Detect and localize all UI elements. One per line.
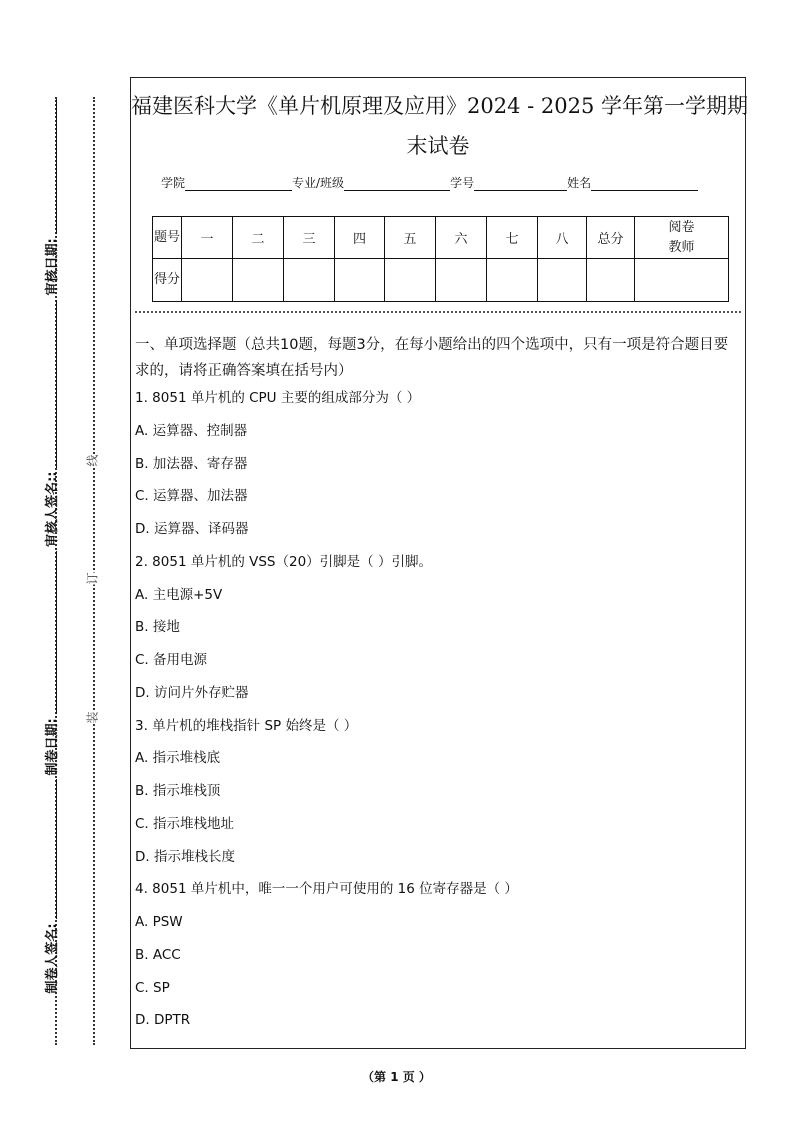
answer-option: C. 运算器、加法器: [135, 488, 248, 505]
row-label-question: 题号: [153, 217, 182, 259]
page-number: （第 1 页 ）: [362, 1070, 431, 1084]
name-label: 姓名: [567, 176, 592, 190]
exam-title-line2: 末试卷: [406, 134, 470, 158]
score-cell[interactable]: [284, 259, 335, 302]
answer-option: A. 运算器、控制器: [135, 422, 248, 439]
major-class-field[interactable]: [344, 178, 450, 191]
reviewer-signature-label: 审核人签名::: [44, 471, 60, 547]
question-list: [135, 382, 741, 1037]
student-info-fields: [161, 174, 698, 191]
binding-mark-ding: 订: [82, 572, 103, 584]
score-cell[interactable]: [385, 259, 436, 302]
col-header: 四: [335, 217, 385, 259]
exam-page-frame: [130, 77, 749, 1049]
maker-date-label: 制卷日期:: [44, 718, 60, 776]
col-header: 一: [182, 217, 233, 259]
binding-mark-zhuang: 装: [82, 711, 103, 723]
score-cell[interactable]: [335, 259, 385, 302]
col-header: 总分: [587, 217, 635, 259]
question-stem: 4. 8051 单片机中，唯一一个用户可使用的 16 位寄存器是（ ）: [135, 881, 518, 898]
answer-option: D. 访问片外存贮器: [135, 684, 249, 701]
col-header: 三: [284, 217, 335, 259]
answer-option: C. 指示堆栈地址: [135, 815, 235, 832]
review-date-field[interactable]: [44, 99, 57, 234]
answer-option: D. 指示堆栈长度: [135, 848, 235, 865]
maker-signature-label: 制卷人签名:: [44, 923, 60, 994]
answer-option: C. SP: [135, 979, 170, 996]
answer-option: C. 备用电源: [135, 652, 208, 668]
cut-line-inner: [93, 97, 95, 1045]
exam-title-line1: 福建医科大学《单片机原理及应用》2024 - 2025 学年第一学期期: [131, 94, 749, 118]
col-header-grader: 阅卷教师: [635, 217, 729, 259]
answer-option: B. ACC: [135, 946, 181, 963]
score-table: [152, 216, 729, 302]
review-date-label: 审核日期:: [44, 238, 60, 296]
dotted-divider: [135, 311, 741, 313]
question-number-row: [153, 217, 729, 259]
college-field[interactable]: [185, 178, 292, 191]
binding-mark-xian: 线: [82, 454, 103, 466]
answer-option: A. PSW: [135, 914, 183, 930]
reviewer-signature-field[interactable]: [44, 300, 57, 468]
answer-option: B. 接地: [135, 619, 180, 636]
maker-signature-field[interactable]: [44, 779, 57, 919]
answer-option: D. DPTR: [135, 1012, 191, 1029]
maker-date-field[interactable]: [44, 551, 57, 714]
question-stem: 1. 8051 单片机的 CPU 主要的组成部分为（ ）: [135, 390, 421, 406]
score-cell[interactable]: [587, 259, 635, 302]
col-header: 六: [436, 217, 487, 259]
name-field[interactable]: [591, 178, 698, 191]
col-header: 八: [538, 217, 587, 259]
col-header: 五: [385, 217, 436, 259]
score-row: [153, 259, 729, 302]
score-cell[interactable]: [487, 259, 538, 302]
score-cell[interactable]: [635, 259, 729, 302]
question-stem: 2. 8051 单片机的 VSS（20）引脚是（ ）引脚。: [135, 553, 432, 570]
answer-option: B. 指示堆栈顶: [135, 783, 221, 799]
answer-option: A. 主电源+5V: [135, 586, 223, 603]
col-header: 二: [233, 217, 284, 259]
score-cell[interactable]: [233, 259, 284, 302]
margin-signature-strip: [40, 95, 60, 1045]
score-cell[interactable]: [538, 259, 587, 302]
student-id-label: 学号: [450, 176, 475, 190]
college-label: 学院: [161, 176, 186, 190]
answer-option: B. 加法器、寄存器: [135, 455, 248, 472]
score-cell[interactable]: [182, 259, 233, 302]
section-heading: 一、单项选择题（总共10题，每题3分，在每小题给出的四个选项中，只有一项是符合题目要求的，请将正确答案填在括号内）: [135, 337, 729, 379]
student-id-field[interactable]: [474, 178, 567, 191]
score-cell[interactable]: [436, 259, 487, 302]
answer-option: A. 指示堆栈底: [135, 750, 221, 767]
col-header: 七: [487, 217, 538, 259]
row-label-score: 得分: [153, 259, 182, 302]
question-stem: 3. 单片机的堆栈指针 SP 始终是（ ）: [135, 717, 358, 734]
major-class-label: 专业/班级: [292, 176, 345, 190]
answer-option: D. 运算器、译码器: [135, 521, 249, 537]
